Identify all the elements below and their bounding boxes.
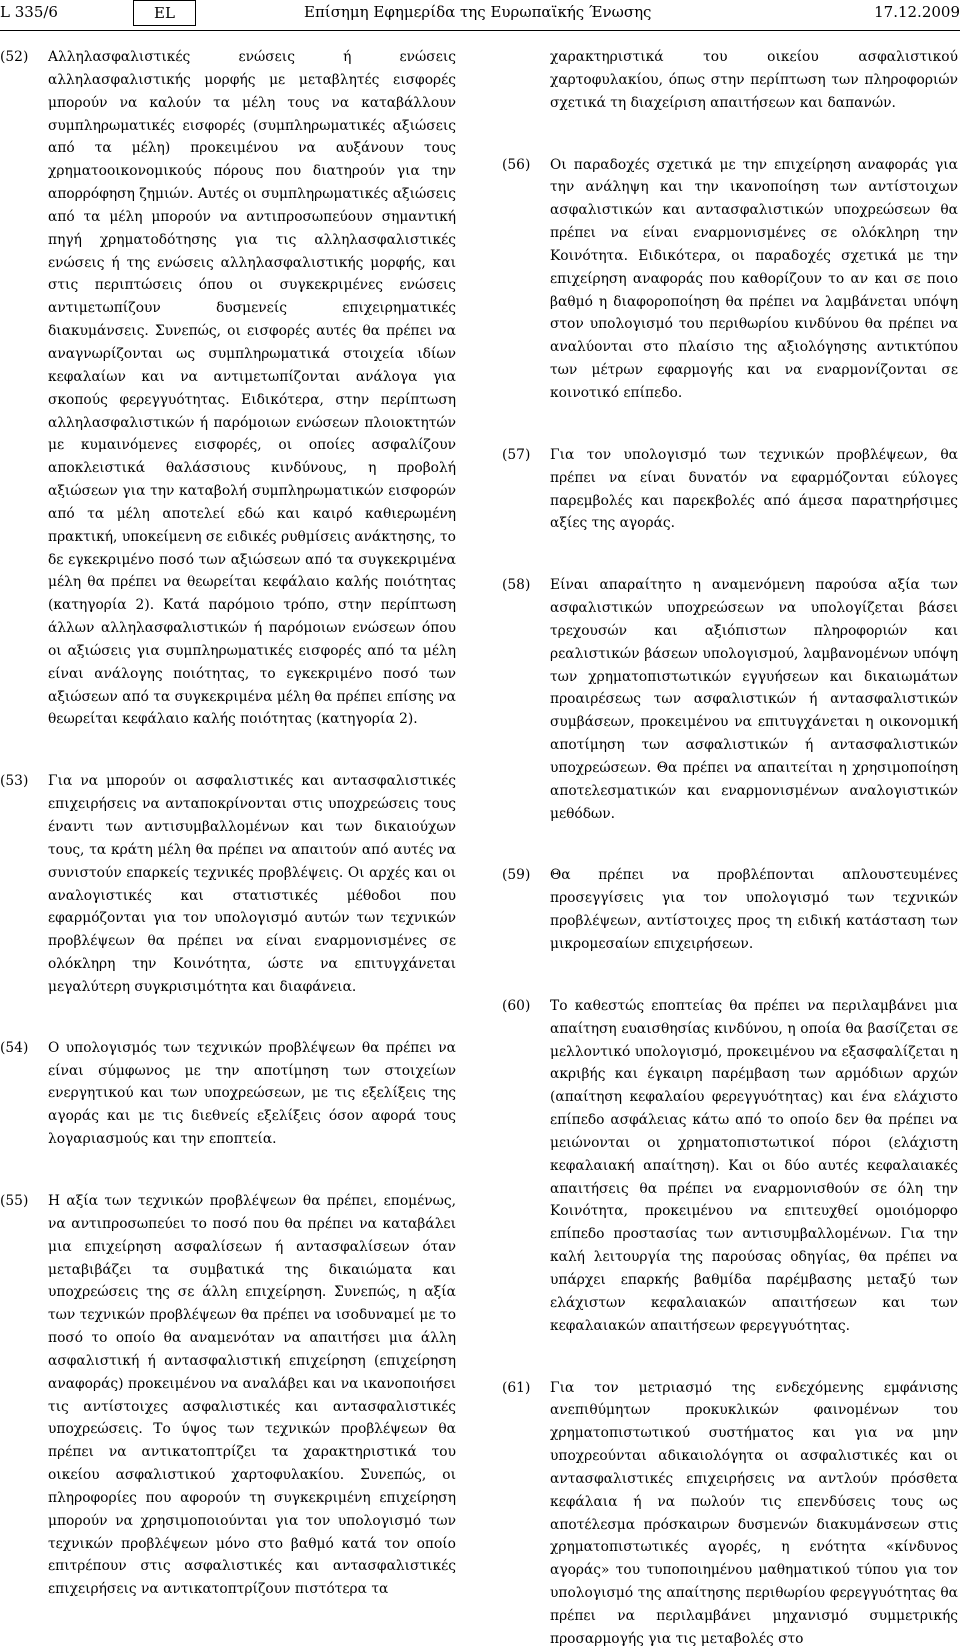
recital-text: Για τον υπολογισμό των τεχνικών προβλέψεων, θα πρέπει να είναι δυνατόν να εφαρμόζονται εύλογες παρεμβολές και παρεκβολές από άμεσα παρατηρήσιμες αξίες της αγοράς. (550, 446, 958, 532)
recital-number: (56) (502, 156, 531, 173)
continuation-text: χαρακτηριστικά του οικείου ασφαλιστικού χαρτοφυλακίου, όπως στην περίπτωση των πληροφοριών σχετικά τη διαχείριση απαιτήσεων και δαπανών. (550, 49, 958, 111)
recital-number: (55) (0, 1192, 29, 1209)
recital-52 (0, 46, 456, 731)
page-header (0, 0, 960, 30)
recital-text: Αλληλασφαλιστικές ενώσεις ή ενώσεις αλληλασφαλιστικής μορφής με μεταβλητές εισφορές μπορούν να καλούν τα μέλη τους να καταβάλλουν συμπληρωματικές εισφορές (συμπληρωματικές αξιώσεις από τα μέλη) προκειμένου να αυξάνουν τους χρηματοοικονομικούς πόρους που διατηρούν για την απορρόφηση ζημιών. Αυτές οι συμπληρωματικές αξιώσεις από τα μέλη μπορούν να αντιπροσωπεύουν σημαντική πηγή χρηματοδότησης για τις αλληλασφαλιστικές ενώσεις ή της ενώσεις αλληλασφαλιστικής μορφής, και στις περιπτώσεις όπου οι συγκεκριμένες ενώσεις αντιμετωπίζουν δυσμενείς επιχειρηματικές διακυμάνσεις. Συνεπώς, οι εισφορές αυτές θα πρέπει να αναγνωρίζονται ως συμπληρωματικά στοιχεία ιδίων κεφαλαίων και να αντιμετωπίζονται ανάλογα για σκοπούς φερεγγυότητας. Ειδικότερα, στην περίπτωση αλληλασφαλιστικών ή παρόμοιων ενώσεων πλοιοκτητών με κυμαινόμενες εισφορές, οι οποίες ασφαλίζουν αποκλειστικά θαλάσσιους κινδύνους, η προβολή αξιώσεων για την καταβολή συμπληρωματικών εισφορών από τα μέλη αποτελεί εδώ και καιρό καθιερωμένη πρακτική, υποκείμενη σε ειδικές ρυθμίσεις ανάκτησης, το δε εγκεκριμένο ποσό των αξιώσεων από τα συγκεκριμένα μέλη θα πρέπει να θεωρείται κεφάλαιο καλής ποιότητας (κατηγορία 2). Κατά παρόμοιο τρόπο, στην περίπτωση άλλων αλληλασφαλιστικών ή παρόμοιων ενώσεων όπου οι αξιώσεις για συμπληρωματικές εισφορές από τα μέλη είναι ανάλογης ποιότητας, το εγκεκριμένο ποσό των αξιώσεων από τα συγκεκριμένα μέλη θα πρέπει επίσης να θεωρείται κεφάλαιο καλής ποιότητας (κατηγορία 2). (48, 49, 456, 728)
recital-text: Το καθεστώς εποπτείας θα πρέπει να περιλαμβάνει μια απαίτηση ευαισθησίας κινδύνου, η οποία θα βασίζεται σε μελλοντικό υπολογισμό, προκειμένου να εξασφαλίζεται η ακριβής και έγκαιρη παρέμβαση των αρμόδιων αρχών (απαίτηση κεφαλαίου φερεγγυότητας) και ένα ελάχιστο επίπεδο ασφάλειας κάτω από το οποίο δεν θα πρέπει να μειώνονται οι χρηματοπιστωτικοί πόροι (ελάχιστη κεφαλαιακή απαίτηση). Και οι δύο αυτές κεφαλαιακές απαιτήσεις θα πρέπει να εναρμονισθούν σε όλη την Κοινότητα, προκειμένου να επιτευχθεί ομοιόμορφο επίπεδο προστασίας των αντισυμβαλλομένων. Για την καλή λειτουργία της παρούσας οδηγίας, θα πρέπει να υπάρχει επαρκής βαθμίδα παρέμβασης μεταξύ των ελάχιστων κεφαλαιακών απαιτήσεων και των κεφαλαιακών απαιτήσεων φερεγγυότητας. (550, 997, 958, 1334)
recital-57 (502, 444, 958, 535)
recital-55-continuation (502, 46, 958, 115)
recital-60 (502, 995, 958, 1338)
recital-number: (52) (0, 49, 29, 65)
recital-text: Για να μπορούν οι ασφαλιστικές και αντασφαλιστικές επιχειρήσεις να ανταποκρίνονται στις υποχρεώσεις τους έναντι των αντισυμβαλλομένων και των δικαιούχων τους, τα κράτη μέλη θα πρέπει να απαιτούν από αυτές να συνιστούν επαρκείς τεχνικές προβλέψεις. Οι αρχές και οι αναλογιστικές και στατιστικές μέθοδοι που εφαρμόζονται για τον υπολογισμό αυτών των τεχνικών προβλέψεων θα πρέπει να είναι εναρμονισμένες σε ολόκληρη την Κοινότητα, ώστε να επιτυγχάνεται μεγαλύτερη συγκρισιμότητα και διαφάνεια. (48, 773, 456, 995)
recital-text: Είναι απαραίτητο η αναμενόμενη παρούσα αξία των ασφαλιστικών υποχρεώσεων να υπολογίζεται βάσει τρεχουσών και αξιόπιστων πληροφοριών και ρεαλιστικών βάσεων υπολογισμού, λαμβανομένων υπόψη των χρηματοπιστωτικών εγγυήσεων και δικαιωμάτων προαιρέσεως των ασφαλιστικών ή αντασφαλιστικών συμβάσεων, προκειμένου να επιτυγχάνεται η οικονομική αποτίμηση των ασφαλιστικών ή αντασφαλιστικών υποχρεώσεων. Θα πρέπει να απαιτείται η χρησιμοποίηση αποτελεσματικών και εναρμονισμένων αναλογιστικών μεθόδων. (550, 577, 958, 822)
journal-title: Επίσημη Εφημερίδα της Ευρωπαϊκής Ένωσης (304, 3, 652, 21)
recital-text: Η αξία των τεχνικών προβλέψεων θα πρέπει, επομένως, να αντιπροσωπεύει το ποσό που θα πρέπει να καταβάλει μια επιχείρηση ασφαλίσεων ή αντασφαλίσεων όταν μεταβιβάζει τα συμβατικά της δικαιώματα και υποχρεώσεις της σε άλλη επιχείρηση. Συνεπώς, η αξία των τεχνικών προβλέψεων θα πρέπει να ισοδυναμεί με το ποσό το οποίο θα αναμενόταν να απαιτήσει μια άλλη ασφαλιστική ή αντασφαλιστική επιχείρηση (επιχείρηση αναφοράς) προκειμένου να αναλάβει και να ικανοποιήσει τις αντίστοιχες ασφαλιστικές και αντασφαλιστικές υποχρεώσεις. Το ύψος των τεχνικών προβλέψεων θα πρέπει να αντικατοπτρίζει τα χαρακτηριστικά του οικείου ασφαλιστικού χαρτοφυλακίου. Συνεπώς, οι πληροφορίες που αφορούν τη συγκεκριμένη επιχείρηση μπορούν να χρησιμοποιούνται για τον υπολογισμό των τεχνικών προβλέψεων μόνο στο βαθμό κατά τον οποίο επιτρέπουν στις ασφαλιστικές και αντασφαλιστικές επιχειρήσεις να αντικατοπτρίζουν πιστότερα τα (48, 1192, 456, 1598)
publication-date: 17.12.2009 (874, 3, 960, 21)
recital-number: (61) (502, 1379, 531, 1396)
recital-55 (0, 1190, 456, 1601)
recital-number: (57) (502, 446, 531, 463)
recital-number: (53) (0, 773, 29, 790)
recital-text: Οι παραδοχές σχετικά με την επιχείρηση αναφοράς για την ανάληψη και την ικανοποίηση των αντίστοιχων ασφαλιστικών και αντασφαλιστικών υποχρεώσεων θα πρέπει να είναι εναρμονισμένες σε ολόκληρη την Κοινότητα. Ειδικότερα, οι παραδοχές σχετικά με την επιχείρηση αναφοράς που καθορίζουν το αν και σε ποιο βαθμό η διαφοροποίηση θα πρέπει να λαμβάνεται υπόψη στον υπολογισμό του περιθωρίου κινδύνου θα πρέπει να αναλύονται στο πλαίσιο της αξιολόγησης αντικτύπου των μέτρων εφαρμογής και να εναρμονίζονται σε κοινοτικό επίπεδο. (550, 156, 958, 401)
language-code-badge: EL (133, 0, 196, 26)
recital-text: Ο υπολογισμός των τεχνικών προβλέψεων θα πρέπει να είναι σύμφωνος με την αποτίμηση των στοιχείων ενεργητικού και των υποχρεώσεων, με τις εξελίξεις της αγοράς και με τις διεθνείς εξελίξεις όσον αφορά τους λογαριασμούς και την εποπτεία. (48, 1039, 456, 1148)
recital-61 (502, 1377, 958, 1651)
recital-text: Θα πρέπει να προβλέπονται απλουστευμένες προσεγγίσεις για τον υπολογισμό των τεχνικών προβλέψεων, αντίστοιχες προς τη ειδική κατάσταση των μικρομεσαίων επιχειρήσεων. (550, 867, 958, 952)
recital-number: (60) (502, 997, 531, 1014)
recital-54 (0, 1037, 456, 1151)
recital-56 (502, 154, 958, 405)
recital-53 (0, 770, 456, 998)
page-reference: L 335/6 (0, 3, 58, 21)
recital-number: (59) (502, 867, 531, 884)
recital-58 (502, 574, 958, 825)
recital-text: Για τον μετριασμό της ενδεχόμενης εμφάνισης ανεπιθύμητων προκυκλικών φαινομένων του χρηματοπιστωτικού συστήματος και για να μην υποχρεούνται αδικαιολόγητα οι ασφαλιστικές και οι αντασφαλιστικές επιχειρήσεις να αντλούν πρόσθετα κεφάλαια ή να πωλούν τις επενδύσεις τους ως αποτέλεσμα πρόσκαιρων δυσμενών διακυμάνσεων στις χρηματοπιστωτικές αγορές, η ενότητα «κίνδυνος αγοράς» του τυποποιημένου μαθηματικού τύπου για τον υπολογισμό της απαίτησης περιθωρίου φερεγγυότητας θα πρέπει να περιλαμβάνει μηχανισμό συμμετρικής προσαρμογής για τις μεταβολές στο (550, 1379, 958, 1647)
recital-59 (502, 864, 958, 955)
right-column (502, 46, 958, 1651)
recital-number: (58) (502, 577, 531, 594)
recital-number: (54) (0, 1039, 29, 1056)
header-rule (0, 30, 960, 31)
left-column (0, 46, 456, 1601)
